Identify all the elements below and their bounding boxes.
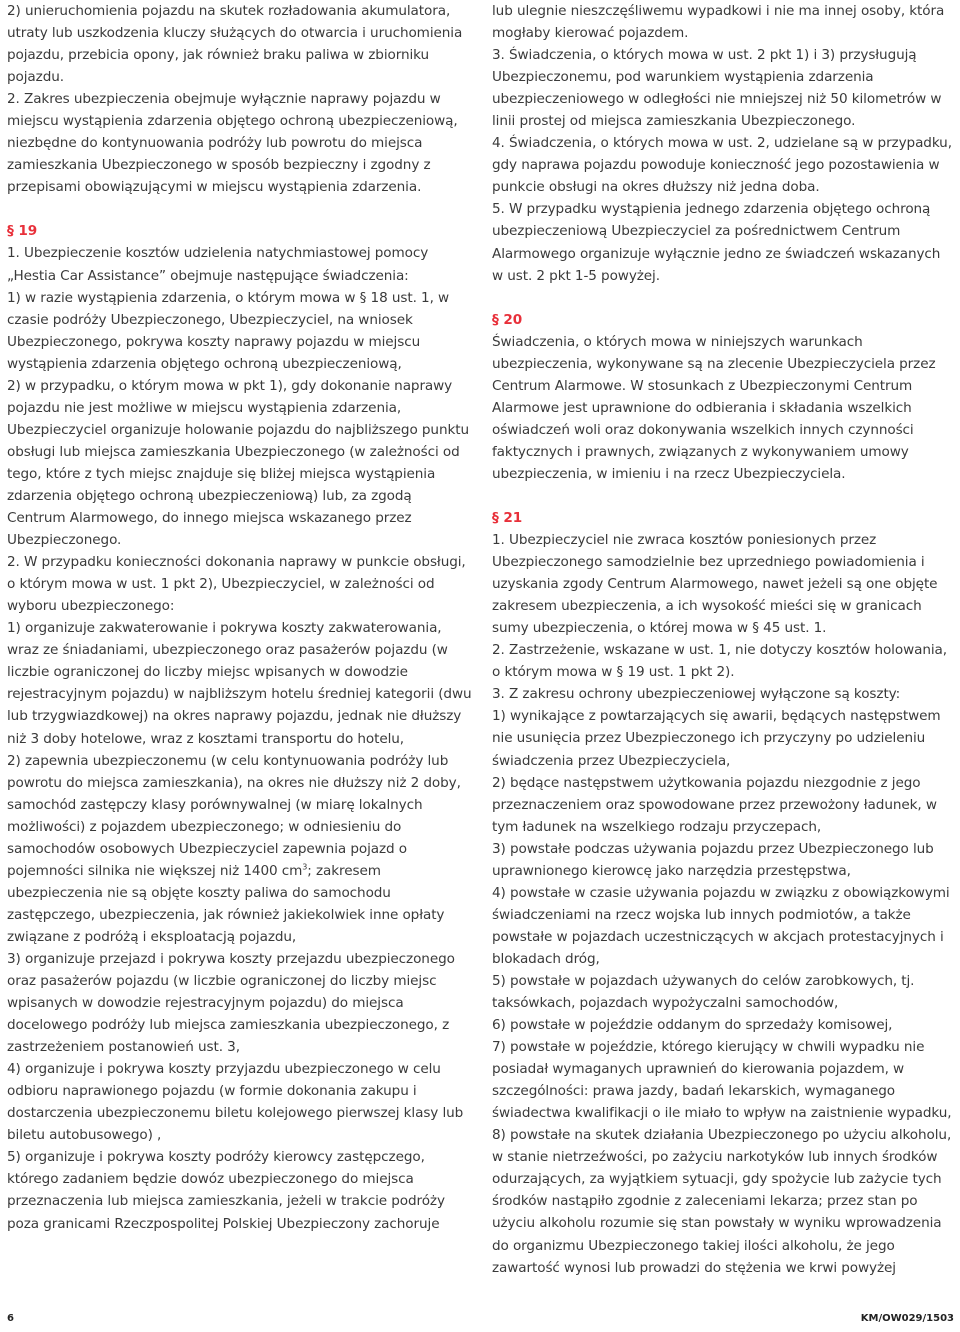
paragraph: 1) w razie wystąpienia zdarzenia, o którym mowa w § 18 ust. 1, w czasie podróży Ubezpieczonego, Ubezpieczyciel, na wniosek Ubezpieczonego, pokrywa koszty naprawy pojazdu w miejscu wystąpienia zdarzenia objętego ochroną ubezpieczeniową, [7,289,450,372]
paragraph [7,750,472,948]
section-heading: § 20 [492,311,523,328]
paragraph: lub ulegnie nieszczęśliwemu wypadkowi i nie ma innej osoby, która mogłaby kierować pojazdem. [492,3,945,42]
paragraph: 5) powstałe w pojazdach używanych do celów zarobkowych, tj. taksówkach, pojazdach wypożyczalni samochodów, [492,972,915,1012]
paragraph: 4) organizuje i pokrywa koszty przyjazdu ubezpieczonego w celu odbioru naprawionego pojazdu (w formie dokonania zakupu i dostarczenia ubezpieczonemu biletu kolejowego pierwszej klasy lub biletu autobusowego) , [7,1061,464,1144]
paragraph: 8) powstałe na skutek działania Ubezpieczonego po użyciu alkoholu, w stanie nietrzeźwości, po zażyciu narkotyków lub innych środków odurzających, za wyjątkiem sytuacji, gdy spożycie lub zażycie tych środków nastąpiło zgodnie z zaleceniami lekarza; przez stan po użyciu alkoholu rozumie się stan powstały w wyniku wprowadzenia do organizmu Ubezpieczonego takiej ilości alkoholu, że jego zawartość wynosi lub prowadzi do stężenia we krwi powyżej [492,1127,952,1276]
section-heading: § 19 [7,223,38,240]
paragraph: Świadczenia, o których mowa w niniejszych warunkach ubezpieczenia, wykonywane są na zlecenie Ubezpieczyciela przez Centrum Alarmowe. W stosunkach z Ubezpieczonymi Centrum Alarmowe jest uprawnione do odbierania i składania wszelkich oświadczeń woli oraz dokonywania wszelkich innych czynności faktycznych i prawnych, związanych z wykonywaniem umowy ubezpieczenia, w imieniu i na rzecz Ubezpieczyciela. [492,333,936,482]
paragraph-gap [492,287,954,309]
paragraph: 3. Świadczenia, o których mowa w ust. 2 pkt 1) i 3) przysługują Ubezpieczonemu, pod warunkiem wystąpienia zdarzenia ubezpieczeniowego w odległości nie mniejszej niż 50 kilometrów w linii prostej od miejsca zamieszkania Ubezpieczonego. [492,47,942,130]
paragraph-text: 2) zapewnia ubezpieczonemu (w celu kontynuowania podróży lub powrotu do miejsca zamieszkania), na okres nie dłuższy niż 2 doby, samochód zastępczy klasy porównywalnej (w miarę lokalnych możliwości) z pojazdem ubezpieczonego; w odniesieniu do samochodów osobowych Ubezpieczyciel zapewnia pojazd o pojemności silnika nie większej niż 1400 cm [7,752,461,879]
paragraph: 2) unieruchomienia pojazdu na skutek rozładowania akumulatora, utraty lub uszkodzenia kluczy służących do otwarcia i uruchomienia pojazdu, przebicia opony, jak również braku paliwa w zbiorniku pojazdu. [7,3,463,86]
paragraph: 4. Świadczenia, o których mowa w ust. 2, udzielane są w przypadku, gdy naprawa pojazdu powoduje konieczność jego pozostawienia w punkcie obsługi na okres dłuższy niż jedna doba. [492,135,952,196]
paragraph: 1) organizuje zakwaterowanie i pokrywa koszty zakwaterowania, wraz ze śniadaniami, ubezpieczonego oraz pasażerów pojazdu (w liczbie ograniczonej do liczby miejsc wpisanych w dowodzie rejestracyjnym pojazdu) w najbliższym hotelu średniej kategorii (dwu lub trzygwiazdkowej) na okres naprawy pojazdu, jednak nie dłuższy niż 3 doby hotelowe, wraz z kosztami transportu do hotelu, [7,620,472,747]
paragraph-text-tail: ; zakresem ubezpieczenia nie są objęte koszty paliwa do samochodu zastępczego, ubezpieczenia, jak również jakiekolwiek inne opłaty związane z podróżą i eksploatacją pojazdu, [7,862,445,945]
paragraph: 2. Zakres ubezpieczenia obejmuje wyłącznie naprawy pojazdu w miejscu wystąpienia zdarzenia objętego ochroną ubezpieczeniową, niezbędne do kontynuowania podróży lub powrotu do miejsca zamieszkania Ubezpieczonego w sposób bezpieczny i zgodny z przepisami obowiązującymi w miejscu wystąpienia zdarzenia. [7,91,458,196]
paragraph: 2. W przypadku konieczności dokonania naprawy w punkcie obsługi, o którym mowa w ust. 1 pkt 2), Ubezpieczyciel, w zależności od wyboru ubezpieczonego: [7,554,466,615]
section-heading: § 21 [492,509,523,526]
superscript: 3 [302,862,308,872]
paragraph: 6) powstałe w pojeździe oddanym do sprzedaży komisowej, [492,1017,893,1034]
right-column [492,0,954,1279]
paragraph: 3. Z zakresu ochrony ubezpieczeniowej wyłączone są koszty: [492,686,901,703]
paragraph-gap [7,198,472,220]
paragraph: 3) powstałe podczas używania pojazdu przez Ubezpieczonego lub uprawnionego kierowcę jako narzędzia przestępstwa, [492,840,934,879]
page-number: 6 [7,1313,14,1324]
paragraph: 2. Zastrzeżenie, wskazane w ust. 1, nie dotyczy kosztów holowania, o którym mowa w § 19 ust. 1 pkt 2). [492,642,947,681]
paragraph: 5) organizuje i pokrywa koszty podróży kierowcy zastępczego, którego zadaniem będzie dowóz ubezpieczonego do miejsca przeznaczenia lub miejsca zamieszkania, jeżeli w trakcie podróży poza granicami Rzeczpospolitej Polskiej Ubezpieczony zachoruje [7,1149,445,1232]
paragraph: 2) w przypadku, o którym mowa w pkt 1), gdy dokonanie naprawy pojazdu nie jest możliwe w miejscu wystąpienia zdarzenia, Ubezpieczyciel organizuje holowanie pojazdu do najbliższego punktu obsługi lub miejsca zamieszkania Ubezpieczonego (w zależności od tego, które z tych miejsc znajduje się bliżej miejsca wystąpienia zdarzenia objętego ochroną ubezpieczeniową) lub, za zgodą Centrum Alarmowego, do innego miejsca wskazanego przez Ubezpieczonego. [7,377,469,549]
paragraph-gap [492,485,954,507]
paragraph: 1) wynikające z powtarzających się awarii, będących następstwem nie usunięcia przez Ubezpieczonego ich przyczyny po udzieleniu świadczenia przez Ubezpieczyciela, [492,708,941,769]
left-column [7,0,472,1235]
paragraph: 1. Ubezpieczenie kosztów udzielenia natychmiastowej pomocy „Hestia Car Assistance” obejmuje następujące świadczenia: [7,245,429,284]
paragraph: 7) powstałe w pojeździe, którego kierujący w chwili wypadku nie posiadał wymaganych uprawnień do kierowania pojazdem, w szczególności: prawa jazdy, badań lekarskich, wymaganego świadectwa kwalifikacji o ile miało to wpływ na zaistnienie wypadku, [492,1039,952,1122]
paragraph: 1. Ubezpieczyciel nie zwraca kosztów poniesionych przez Ubezpieczonego samodzielnie bez uprzedniego powiadomienia i uzyskania zgody Centrum Alarmowego, nawet jeżeli są one objęte zakresem ubezpieczenia, a ich wysokość mieści się w granicach sumy ubezpieczenia, o której mowa w § 45 ust. 1. [492,532,938,637]
paragraph: 2) będące następstwem użytkowania pojazdu niezgodnie z jego przeznaczeniem oraz spowodowane przez przewożony ładunek, w tym ładunek na wszelkiego rodzaju przyczepach, [492,774,937,835]
paragraph: 3) organizuje przejazd i pokrywa koszty przejazdu ubezpieczonego oraz pasażerów pojazdu (w liczbie ograniczonej do liczby miejsc wpisanych w dowodzie rejestracyjnym pojazdu) do miejsca docelowego podróży lub miejsca zamieszkania ubezpieczonego, z zastrzeżeniem postanowień ust. 3, [7,950,455,1056]
document-code: KM/OW029/1503 [860,1313,954,1324]
paragraph: 4) powstałe w czasie używania pojazdu w związku z obowiązkowymi świadczeniami na rzecz wojska lub innych podmiotów, a także powstałe w pojazdach uczestniczących w akcjach protestacyjnych i blokadach dróg, [492,884,950,967]
paragraph: 5. W przypadku wystąpienia jednego zdarzenia objętego ochroną ubezpieczeniową Ubezpieczyciel za pośrednictwem Centrum Alarmowego organizuje wyłącznie jedno ze świadczeń wskazanych w ust. 2 pkt 1-5 powyżej. [492,201,941,284]
